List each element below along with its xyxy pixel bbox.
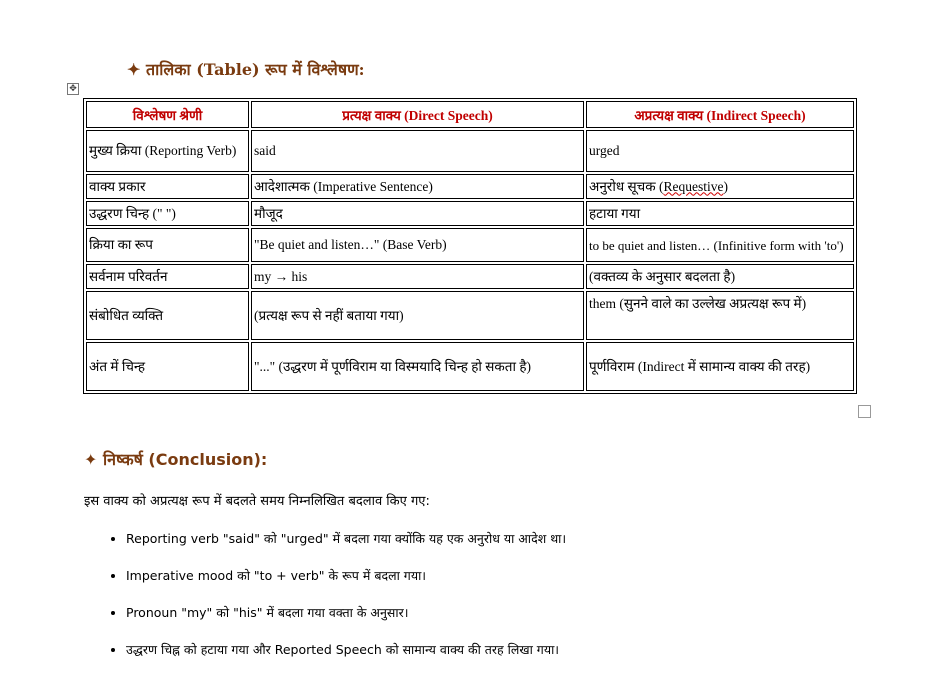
row-indirect: (वक्तव्य के अनुसार बदलता है) [586, 264, 854, 289]
header-category: विश्लेषण श्रेणी [86, 101, 249, 128]
row-direct: आदेशात्मक (Imperative Sentence) [251, 174, 584, 199]
conclusion-intro: इस वाक्य को अप्रत्यक्ष रूप में बदलते समय निम्नलिखित बदलाव किए गए: [84, 494, 430, 509]
row-indirect: हटाया गया [586, 201, 854, 226]
indirect-suffix: ) [723, 178, 728, 194]
table-row [86, 201, 854, 226]
list-item: • Imperative mood को "to + verb" के रूप में बदला गया। [126, 558, 566, 595]
analysis-table [83, 98, 857, 394]
table-row [86, 264, 854, 289]
row-category: सर्वनाम परिवर्तन [86, 264, 249, 289]
table-move-handle-icon[interactable]: ✥ [67, 83, 79, 95]
indirect-prefix: अनुरोध सूचक ( [589, 178, 664, 194]
spellcheck-marked-word[interactable]: Requestive [663, 178, 724, 194]
table-row [86, 342, 854, 391]
header-direct-speech: प्रत्यक्ष वाक्य (Direct Speech) [251, 101, 584, 128]
table-row [86, 130, 854, 172]
list-item: • उद्धरण चिह्न को हटाया गया और Reported Speech को सामान्य वाक्य की तरह लिखा गया। [126, 632, 566, 669]
changes-list [84, 521, 566, 669]
row-category: अंत में चिन्ह [86, 342, 249, 391]
row-category: क्रिया का रूप [86, 228, 249, 262]
table-row [86, 174, 854, 199]
row-indirect: urged [586, 130, 854, 172]
row-category: उद्धरण चिन्ह (" ") [86, 201, 249, 226]
row-indirect: to be quiet and listen… (Infinitive form with 'to') [586, 228, 854, 262]
row-direct: मौजूद [251, 201, 584, 226]
row-direct: said [251, 130, 584, 172]
table-header-row [86, 101, 854, 128]
row-indirect: पूर्णविराम (Indirect में सामान्य वाक्य की तरह) [586, 342, 854, 391]
row-direct: "..." (उद्धरण में पूर्णविराम या विस्मयादि चिन्ह हो सकता है) [251, 342, 584, 391]
row-direct: "Be quiet and listen…" (Base Verb) [251, 228, 584, 262]
row-indirect: them (सुनने वाले का उल्लेख अप्रत्यक्ष रूप में) [586, 291, 854, 340]
conclusion-heading: ✦ निष्कर्ष (Conclusion): [84, 450, 268, 469]
list-item: • Pronoun "my" को "his" में बदला गया वक्ता के अनुसार। [126, 595, 566, 632]
row-indirect [586, 174, 854, 199]
table-row [86, 228, 854, 262]
row-category: वाक्य प्रकार [86, 174, 249, 199]
header-indirect-speech: अप्रत्यक्ष वाक्य (Indirect Speech) [586, 101, 854, 128]
table-resize-handle[interactable] [858, 405, 871, 418]
row-category: संबोधित व्यक्ति [86, 291, 249, 340]
row-direct: (प्रत्यक्ष रूप से नहीं बताया गया) [251, 291, 584, 340]
row-direct: my → his [251, 264, 584, 289]
table-section-heading: ✦ तालिका (Table) रूप में विश्लेषण: [127, 60, 365, 79]
row-category: मुख्य क्रिया (Reporting Verb) [86, 130, 249, 172]
list-item: • Reporting verb "said" को "urged" में बदला गया क्योंकि यह एक अनुरोध या आदेश था। [126, 521, 566, 558]
table-row [86, 291, 854, 340]
